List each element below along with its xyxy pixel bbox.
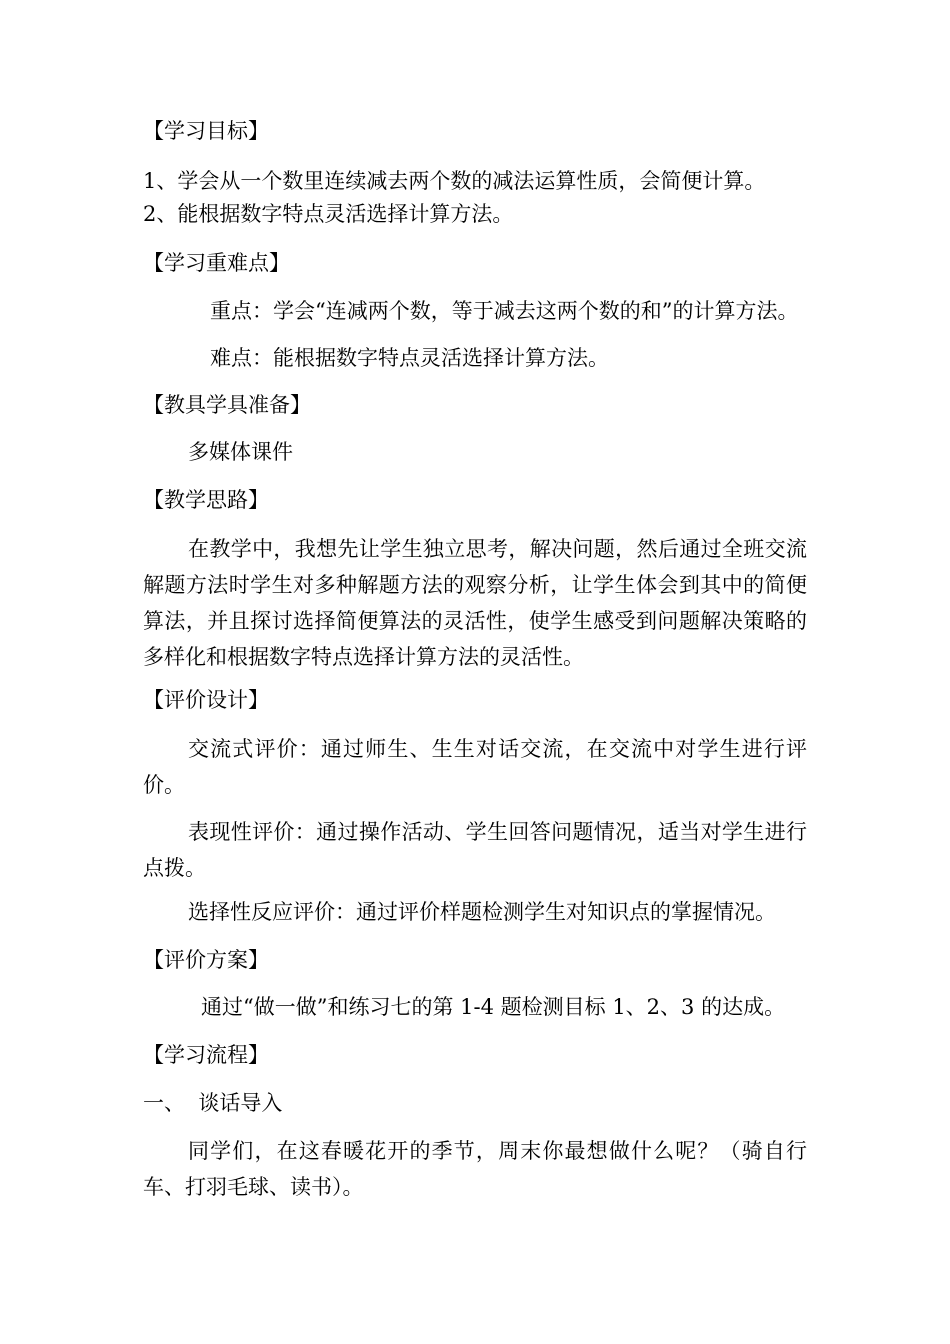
heading-key-difficult-points: 【学习重难点】 <box>143 251 290 275</box>
eval-design-item-2: 表现性评价：通过操作活动、学生回答问题情况，适当对学生进行点拨。 <box>143 820 807 880</box>
flow-step-1-content: 同学们，在这春暖花开的季节，周末你最想做什么呢？（骑自行车、打羽毛球、读书）。 <box>143 1139 807 1199</box>
heading-evaluation-plan: 【评价方案】 <box>143 948 269 972</box>
flow-step-1-title: 一、 谈话导入 <box>143 1091 283 1115</box>
teaching-idea-paragraph: 在教学中，我想先让学生独立思考，解决问题，然后通过全班交流解题方法时学生对多种解题方法的观察分析，让学生体会到其中的简便算法，并且探讨选择简便算法的灵活性，使学生感受到问题解决策略的多样化和根据数字特点选择计算方法的灵活性。 <box>143 537 807 669</box>
materials-content: 多媒体课件 <box>188 440 293 464</box>
goal-item-1: 1、学会从一个数里连续减去两个数的减法运算性质，会简便计算。 <box>143 169 766 193</box>
heading-learning-goals: 【学习目标】 <box>143 119 269 143</box>
heading-evaluation-design: 【评价设计】 <box>143 688 269 712</box>
goal-item-2: 2、能根据数字特点灵活选择计算方法。 <box>143 202 514 226</box>
key-point: 重点：学会“连减两个数，等于减去这两个数的和”的计算方法。 <box>210 299 799 323</box>
heading-learning-flow: 【学习流程】 <box>143 1043 269 1067</box>
difficult-point: 难点：能根据数字特点灵活选择计算方法。 <box>210 346 609 370</box>
heading-teaching-idea: 【教学思路】 <box>143 488 269 512</box>
eval-design-item-3: 选择性反应评价：通过评价样题检测学生对知识点的掌握情况。 <box>188 900 776 924</box>
eval-plan-content: 通过“做一做”和练习七的第 1-4 题检测目标 1、2、3 的达成。 <box>201 995 786 1019</box>
heading-teaching-materials: 【教具学具准备】 <box>143 393 311 417</box>
eval-design-item-1: 交流式评价：通过师生、生生对话交流，在交流中对学生进行评价。 <box>143 737 807 797</box>
